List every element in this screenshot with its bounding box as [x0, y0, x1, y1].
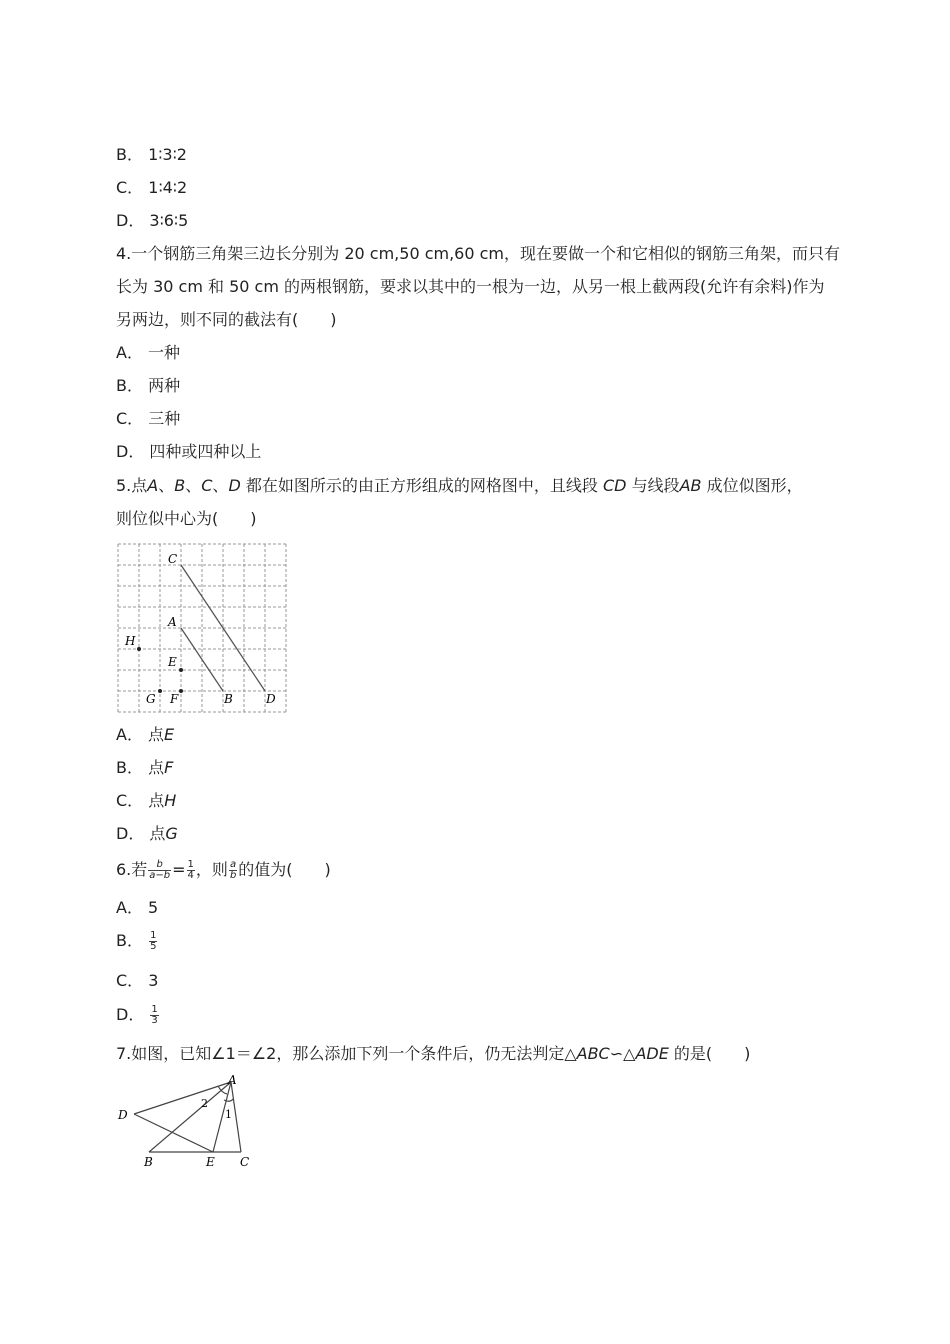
q5-segment-ab: AB [679, 476, 702, 495]
label-c: C [240, 1155, 250, 1169]
label-angle-1: 1 [225, 1108, 232, 1121]
q6-option-d-fraction [150, 1005, 158, 1026]
frac-den: b [229, 870, 237, 881]
frac-den: 5 [150, 941, 157, 952]
label-a: A [228, 1074, 237, 1087]
q5-option-c-point: H [164, 791, 177, 810]
q4-option-d: D． 四种或四种以上 [116, 442, 262, 461]
label-d: D [118, 1108, 128, 1122]
q5-text: 成位似图形， [706, 476, 803, 495]
q5-segment-cd: CD [602, 476, 627, 495]
q5-option-d [116, 823, 178, 845]
q6-option-b-prefix: B． [116, 931, 143, 950]
frac-den: a−b [149, 870, 171, 881]
frac-num: 1 [150, 930, 157, 941]
q6-option-d-prefix: D． [116, 1005, 145, 1024]
q4-stem-line2: 长为 30 cm 和 50 cm 的两根钢筋，要求以其中的一根为一边，从另一根上截两段(允许有余料)作为 [116, 277, 825, 296]
point-g [158, 689, 162, 693]
q3-option-b: B． 1∶3∶2 [116, 145, 187, 164]
label-b: B [224, 692, 233, 706]
label-e: E [168, 655, 177, 669]
q5-point-a: A [147, 476, 159, 495]
q5-option-b [116, 757, 173, 779]
frac-num: 1 [151, 1004, 158, 1015]
q6-stem [116, 859, 331, 881]
q6-text: 的值为( ) [238, 860, 331, 879]
q3-option-d: D． 3∶6∶5 [116, 211, 189, 230]
label-angle-2: 2 [201, 1097, 208, 1110]
q5-option-a-point: E [164, 725, 175, 744]
q5-text: 与线段 [631, 476, 680, 495]
q6-fraction-b-over-a-minus-b [148, 860, 171, 881]
frac-den: 4 [187, 870, 194, 881]
q5-option-c-prefix: C． 点 [116, 791, 165, 810]
q7-triangle-figure [114, 1074, 264, 1172]
label-a: A [168, 615, 177, 629]
label-h: H [125, 634, 136, 648]
q6-text: ，则 [195, 860, 228, 879]
q6-option-b-fraction [149, 931, 157, 952]
q5-sep: 、 [185, 476, 202, 495]
q6-option-b [116, 930, 158, 952]
q5-option-d-prefix: D． 点 [116, 824, 166, 843]
q4-option-a: A． 一种 [116, 343, 181, 362]
q5-text: 5.点 [116, 476, 148, 495]
frac-den: 3 [151, 1015, 158, 1026]
q5-option-a-prefix: A． 点 [116, 725, 165, 744]
q6-option-a: A． 5 [116, 898, 159, 917]
q7-text: 的是( ) [673, 1044, 751, 1063]
label-d: D [266, 692, 276, 706]
q6-fraction-a-over-b [229, 860, 237, 881]
q5-stem-line2: 则位似中心为( ) [116, 509, 257, 528]
q5-option-d-point: G [165, 824, 178, 843]
frac-num: a [230, 859, 237, 870]
q4-option-b: B． 两种 [116, 376, 181, 395]
q4-stem-line3: 另两边，则不同的截法有( ) [116, 310, 337, 329]
q6-fraction-one-quarter [187, 860, 195, 881]
q5-grid-figure [116, 542, 288, 714]
q5-text: 都在如图所示的由正方形组成的网格图中，且线段 [245, 476, 598, 495]
q6-text: 6.若 [116, 860, 148, 879]
label-g: G [146, 692, 156, 706]
q7-triangle-abc: △ABC [564, 1044, 610, 1063]
point-f [179, 689, 183, 693]
q5-option-b-point: F [164, 758, 174, 777]
label-e: E [206, 1155, 215, 1169]
q7-text: 7.如图，已知∠1＝∠2，那么添加下列一个条件后，仍无法判定 [116, 1044, 565, 1063]
q5-sep: 、 [212, 476, 229, 495]
frac-num: b [148, 860, 171, 871]
q5-sep: 、 [158, 476, 175, 495]
label-c: C [168, 552, 178, 566]
q5-stem-line1 [116, 475, 803, 497]
q5-option-a [116, 724, 174, 746]
q5-option-b-prefix: B． 点 [116, 758, 165, 777]
q5-option-c [116, 790, 176, 812]
q3-option-c: C． 1∶4∶2 [116, 178, 188, 197]
q7-similar-symbol: ∽ [609, 1044, 624, 1063]
frac-num: 1 [187, 859, 194, 870]
point-e [179, 668, 183, 672]
label-f: F [170, 692, 179, 706]
q5-point-d: D [228, 476, 241, 495]
label-b: B [144, 1155, 153, 1169]
q6-option-c: C． 3 [116, 971, 159, 990]
q4-stem-line1: 4.一个钢筋三角架三边长分别为 20 cm,50 cm,60 cm，现在要做一个和它相似的钢筋三角架，而只有 [116, 244, 841, 263]
point-h [137, 647, 141, 651]
q6-equals: = [172, 860, 186, 879]
q5-point-b: B [174, 476, 186, 495]
q4-option-c: C． 三种 [116, 409, 181, 428]
q6-option-d [116, 1004, 160, 1026]
q5-point-c: C [201, 476, 213, 495]
q7-triangle-ade: △ADE [623, 1044, 669, 1063]
q7-stem [116, 1043, 750, 1065]
